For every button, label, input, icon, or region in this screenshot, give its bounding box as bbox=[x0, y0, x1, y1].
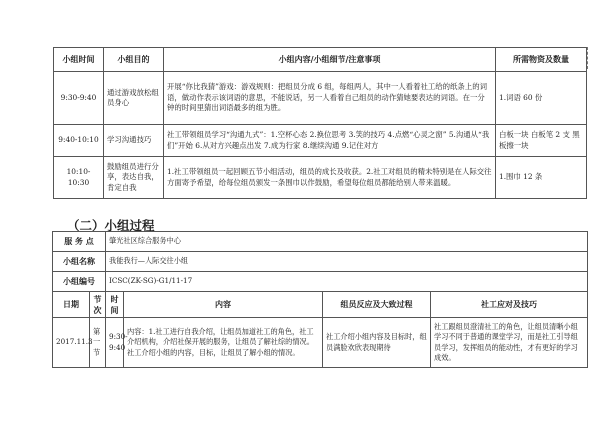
section-title: （二）小组过程 bbox=[67, 218, 155, 233]
plan-row-materials: 1.词语 60 份 bbox=[496, 72, 587, 125]
group-name-value: 我能我行—人际交往小组 bbox=[106, 252, 588, 272]
process-content bbox=[124, 318, 323, 368]
header-session: 节次 bbox=[90, 292, 106, 318]
process-content-part-1: 内容：1.社工进行自我介绍，让组员加道社工的角色，社工介绍机构，介绍社保开展的服务，让组员了解社综的情况。 bbox=[127, 327, 314, 347]
process-date: 2017.11.3 bbox=[53, 318, 90, 368]
header-group-time: 小组时间 bbox=[54, 48, 104, 72]
group-process-table bbox=[52, 231, 588, 368]
header-group-purpose: 小组目的 bbox=[104, 48, 164, 72]
group-no-label: 小组编号 bbox=[53, 272, 106, 292]
plan-row-content: 1.社工带领组员一起回顾五节小组活动，组员的成长及收获。2.社工对组员的精未特别是在人际交往方面寄予希望，给每位组员颁发一条围巾以作鼓励，希望每位组员都能给别人带来温暖。 bbox=[164, 157, 496, 199]
plan-row-purpose: 通过游戏放松组员身心 bbox=[104, 72, 164, 125]
plan-row-purpose: 鼓励组员进行分享，表达自我，肯定自我 bbox=[104, 157, 164, 199]
service-point-label: 服 务 点 bbox=[53, 232, 106, 252]
plan-row-content: 开展“你比我猜”游戏：游戏规则：把组员分成 6 组，每组两人，其中一人看着社工给的纸条上的词语，做动作表示该词语的意思，不能说话，另一人看着自己组员的动作猜她要表达的词语。在一分钟的时间里猜出词语最多的组为胜。 bbox=[164, 72, 496, 125]
group-name-row bbox=[53, 252, 588, 272]
plan-row-materials: 1.围巾 12 条 bbox=[496, 157, 587, 199]
header-materials: 所需物资及数量 bbox=[496, 48, 587, 72]
plan-row-time: 9:30-9:40 bbox=[54, 72, 104, 125]
process-member-reaction: 社工介绍小组内容及目标时，组员满脸欢欣表现期待 bbox=[323, 318, 431, 368]
plan-row-purpose: 学习沟通技巧 bbox=[104, 125, 164, 157]
header-social-worker-response: 社工应对及技巧 bbox=[431, 292, 588, 318]
header-group-content: 小组内容/小组细节/注意事项 bbox=[164, 48, 496, 72]
process-session: 第一节 bbox=[90, 318, 106, 368]
plan-row-time: 10:10-10:30 bbox=[54, 157, 104, 199]
process-social-worker-response: 社工跟组员澄清社工的角色，让组员清晰小组学习不同于普通的课堂学习，而是社工引导组员学习，发挥组员的能动性，才有更好的学习成效。 bbox=[431, 318, 588, 368]
plan-row-content: 社工带领组员学习“沟通九式”：1.空杯心态 2.换位思考 3.笑的技巧 4.点燃“心灵之窗” 5.沟通从“我们”开始 6.从对方兴趣点出发 7.成为行家 8.继续沟通 9.记住对方 bbox=[164, 125, 496, 157]
group-name-label: 小组名称 bbox=[53, 252, 106, 272]
plan-row-time: 9:40-10:10 bbox=[54, 125, 104, 157]
group-plan-table bbox=[53, 47, 587, 199]
header-date: 日期 bbox=[53, 292, 90, 318]
plan-row bbox=[54, 157, 587, 199]
service-point-value: 肇光社区综合服务中心 bbox=[106, 232, 588, 252]
plan-row bbox=[54, 72, 587, 125]
plan-row bbox=[54, 125, 587, 157]
process-time: 9:30-9:40 bbox=[106, 318, 124, 368]
process-content-part-2: 社工介绍小组的内容，目标，让组员了解小组的情况。 bbox=[127, 347, 300, 357]
plan-header-row bbox=[54, 48, 587, 72]
plan-row-materials: 白板一块 白板笔 2 支 黑板擦一块 bbox=[496, 125, 587, 157]
page-edge-marker bbox=[587, 47, 589, 69]
group-no-row bbox=[53, 272, 588, 292]
header-time: 时间 bbox=[106, 292, 124, 318]
service-point-row bbox=[53, 232, 588, 252]
group-no-value: ICSC(ZK-SG)-G1/11-17 bbox=[106, 272, 588, 292]
header-content: 内容 bbox=[124, 292, 323, 318]
process-row bbox=[53, 318, 588, 368]
process-header-row bbox=[53, 292, 588, 318]
header-member-reaction: 组员反应及大致过程 bbox=[323, 292, 431, 318]
